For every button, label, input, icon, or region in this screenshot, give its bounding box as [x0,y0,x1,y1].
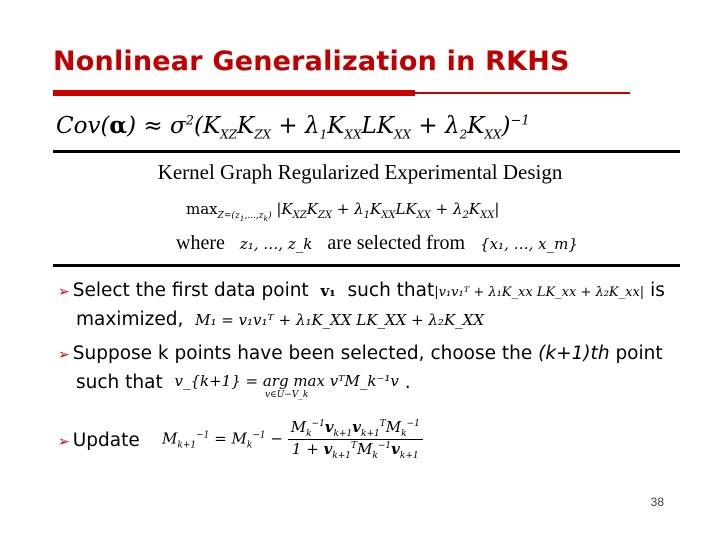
bullet-2-text-a: Suppose k points have been selected, choose the [72,343,533,364]
update-fraction: $\frac{M_k^{-1}v_{k+1}v_{k+1}^TM_k^{-1}}{1 + v_{k+1}^TM_k^{-1}v_{k+1}}$ [288,418,423,461]
arrow-bullet-icon: ➢ [58,347,70,363]
are-selected-from: are selected from [327,232,466,254]
where-label: where [176,232,225,254]
bullet-1-text-c: is [650,280,665,301]
bullet-1-formula: |v₁v₁ᵀ + λ₁K_xx LK_xx + λ₂K_xx| [434,285,645,300]
update-formula: $M_{k+1}^{-1} = M_k^{-1}$ − $\frac{M_k^{-1}v_{k+1}v_{k+1}^TM_k^{-1}}{1 + v_{k+1}^TM_k^{-1}v_{k+1}}$ [162,418,423,461]
page-number: 38 [650,495,664,509]
bullet-2-emph: (k+1)th [538,343,610,364]
bullet-2-formula-block [174,372,398,400]
bullet-2-text-c: such that [76,372,163,393]
arrow-bullet-icon: ➢ [58,434,70,450]
covariance-formula-text: $Cov(\alpha) \approx \sigma^2(K_{XZ}K_{ZX} + \lambda_1K_{XX}LK_{XX} + \lambda_2K_{XX})^{-1}$ [56,112,530,142]
bullet-1-text-d: maximized, [76,309,184,330]
bullet-3 [58,430,140,451]
box-bottom-rule [53,264,680,267]
bullet-1-formula-2: M₁ = v₁v₁ᵀ + λ₁K_XX LK_XX + λ₂K_XX [195,311,485,329]
title-underline-thick [53,90,415,96]
bullet-2-line-2 [76,372,411,400]
covariance-formula [56,112,530,142]
bullet-1-var: v₁ [320,282,336,300]
bullet-2-text-d: . [404,372,411,393]
bullet-1-text-b: such that [347,280,435,301]
where-line [176,232,578,255]
where-vars: z₁, …, z_k [239,235,313,253]
candidate-set: {x₁, …, x_m} [480,235,578,253]
box-top-rule [53,150,680,153]
objective-formula: $\max_{Z=(z_1,...,z_k)} |K_{XZ}K_{ZX} + \lambda_1K_{XX}LK_{XX} + \lambda_2K_{XX}|$ [186,200,500,223]
bullet-2-formula: v_{k+1} = arg max vᵀM_k⁻¹v [174,372,399,390]
bullet-3-text-a: Update [72,430,140,451]
bullet-1-line-2 [76,309,484,330]
bullet-1-text-a: Select the first data point [72,280,309,301]
bullet-2 [58,343,663,364]
title-underline-thin [415,92,630,94]
box-heading: Kernel Graph Regularized Experimental Design [157,160,563,184]
bullet-2-text-b: point [615,343,663,364]
bullet-1 [58,280,665,301]
bullet-2-formula-sub: v∈U−V_k [265,389,309,400]
arrow-bullet-icon: ➢ [58,284,70,300]
slide-title: Nonlinear Generalization in RKHS [53,46,570,77]
